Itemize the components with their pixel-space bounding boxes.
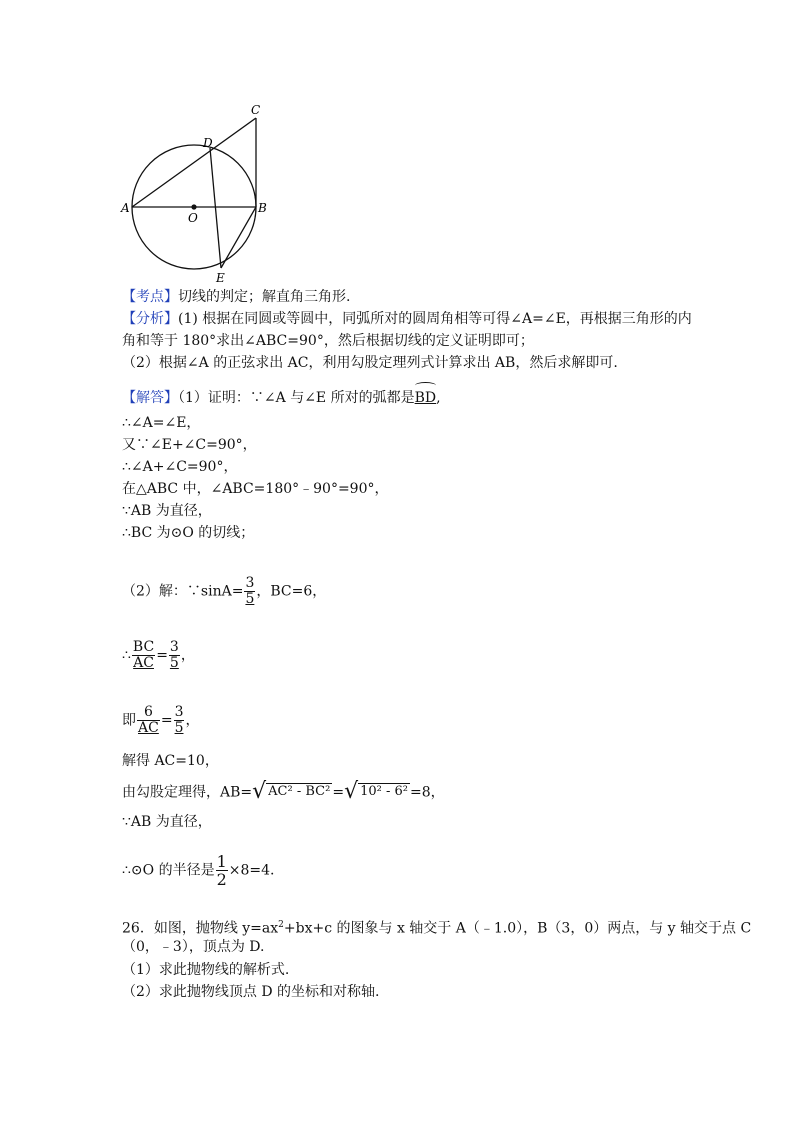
label-b: B — [258, 201, 267, 215]
jieda-tag: 【解答】 — [122, 390, 178, 406]
sqrt-2: √ 10² - 6² — [344, 779, 408, 804]
ji-line: 即 $\frac{6}{AC}$ = $\frac{3}{5}$ ， — [122, 704, 200, 736]
q26-line-3: （1）求此抛物线的解析式. — [122, 962, 290, 978]
fenxi-text-1: (1) 根据在同圆或等圆中，同弧所对的圆周角相等可得∠A=∠E，再根据三角形的内 — [178, 311, 692, 327]
step-1: ∴∠A=∠E， — [122, 415, 201, 431]
solve-ac: 解得 AC=10， — [122, 753, 219, 769]
gougu-line: 由勾股定理得，AB=√ AC² - BC² =√ 10² - 6² =8， — [122, 779, 445, 804]
sin-fraction: $\frac{3}{5}$ — [245, 575, 255, 607]
half-fraction: $\frac{1}{2}$ — [216, 852, 227, 889]
label-d: D — [203, 136, 213, 150]
q26-line-1: 26．如图，抛物线 $y=ax^2+bx+c$ 的图象与 x 轴交于 A（﹣1.0），B（3，0）两点，与 y 轴交于点 C — [122, 920, 752, 937]
q26-line-2: （0，﹣3），顶点为 D. — [122, 939, 265, 955]
radius-line: ∴⊙O 的半径是 $\frac{1}{2}$ ×8=4. — [122, 852, 275, 889]
step-3: ∴∠A+∠C=90°， — [122, 459, 238, 475]
segment-de — [210, 148, 221, 268]
step-2: 又∵∠E+∠C=90°， — [122, 437, 257, 453]
label-e: E — [216, 271, 225, 285]
jieda-text: （1）证明：∵∠A 与∠E 所对的弧都是 — [178, 390, 415, 406]
label-c: C — [251, 103, 261, 117]
fenxi-tag: 【分析】 — [122, 311, 178, 327]
label-a: A — [121, 201, 130, 215]
q26-line-4: （2）求此抛物线顶点 D 的坐标和对称轴. — [122, 984, 380, 1000]
ji-fraction-right: $\frac{3}{5}$ — [174, 704, 184, 736]
fenxi-line-2: 角和等于 180°求出∠ABC=90°，然后根据切线的定义证明即可； — [122, 333, 534, 349]
jieda-line: 【解答】（1）证明：∵∠A 与∠E 所对的弧都是 BD, — [122, 384, 441, 408]
step-4: 在△ABC 中，∠ABC=180°﹣90°=90°， — [122, 481, 389, 497]
kaodian-tag: 【考点】 — [122, 289, 178, 305]
kaodian-text: 切线的判定；解直角三角形. — [178, 289, 351, 305]
center-point — [191, 204, 196, 209]
ji-fraction-left: $\frac{6}{AC}$ — [138, 704, 159, 736]
fenxi-line-3: （2）根据∠A 的正弦求出 AC，利用勾股定理列式计算求出 AB，然后求解即可. — [122, 355, 618, 371]
part2-line: （2）解：∵sinA= $\frac{3}{5}$ ，BC=6， — [122, 575, 327, 607]
kaodian-line — [122, 287, 350, 307]
step-6: ∴BC 为⊙O 的切线； — [122, 525, 255, 541]
segment-be — [221, 207, 256, 268]
label-o: O — [188, 211, 198, 225]
ratio-line: ∴ $\frac{BC}{AC}$ = $\frac{3}{5}$ ， — [122, 639, 195, 671]
ratio-fraction-right: $\frac{3}{5}$ — [169, 639, 179, 671]
step-5: ∵AB 为直径， — [122, 503, 212, 519]
sqrt-1: √ AC² - BC² — [252, 779, 331, 804]
ratio-fraction-left: $\frac{BC}{AC}$ — [132, 639, 155, 671]
arc-bd: BD — [415, 384, 437, 408]
circle-tangent-figure — [0, 0, 800, 290]
fenxi-line-1 — [122, 309, 692, 329]
diam-again: ∵AB 为直径， — [122, 814, 212, 830]
